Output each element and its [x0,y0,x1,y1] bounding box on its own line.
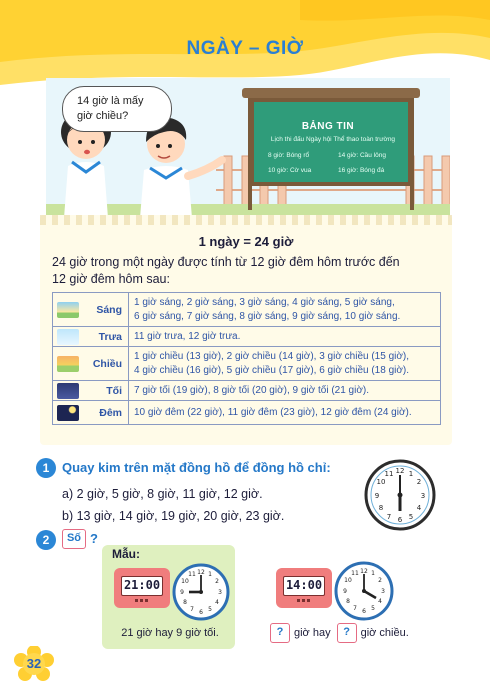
digital-time: 21:00 [121,576,163,596]
exercise-2-number: 2 [36,530,56,550]
period-hours-cell [129,401,441,425]
lesson-title: NGÀY – GIỜ [186,38,304,59]
svg-text:4: 4 [215,599,219,606]
svg-text:8: 8 [378,504,384,512]
svg-text:7: 7 [353,605,357,612]
svg-text:11: 11 [384,470,394,478]
sample-caption: 21 giờ hay 9 giờ tối. [121,627,219,639]
board-subtitle: Lịch thi đấu Ngày hội Thể thao toàn trường [270,136,396,143]
task-analog-clock-icon [334,561,394,621]
board-item: 8 giờ: Bóng rổ [268,152,310,159]
answer-box-afternoon[interactable]: ? [337,623,357,643]
day-hours-formula: 1 ngày = 24 giờ [198,234,294,249]
table-row [53,293,441,327]
svg-text:9: 9 [180,589,184,596]
period-line: 1 giờ chiều (13 giờ), 2 giờ chiều (14 giờ), 3 giờ chiều (15 giờ), [134,350,410,362]
svg-text:6: 6 [362,608,366,615]
period-label-cell [53,381,129,401]
period-label: Đêm [99,406,122,419]
period-line: 4 giờ chiều (16 giờ), 5 giờ chiều (17 giờ), 6 giờ chiều (18 giờ). [134,364,410,376]
period-label: Trưa [98,330,122,343]
intro-line: 12 giờ đêm hôm sau: [52,272,170,286]
board-item: 16 giờ: Bóng đá [338,167,385,174]
intro-line: 24 giờ trong một ngày được tính từ 12 giờ đêm hôm trước đến [52,255,400,269]
table-row [53,381,441,401]
svg-text:9: 9 [343,588,347,595]
period-line: 11 giờ trưa, 12 giờ trưa. [134,330,241,342]
period-hours-cell [129,347,441,381]
period-line: 10 giờ đêm (22 giờ), 11 giờ đêm (23 giờ), 12 giờ đêm (24 giờ). [134,406,412,418]
svg-text:5: 5 [408,513,414,521]
svg-text:12: 12 [395,467,405,475]
period-label-cell [53,293,129,327]
svg-text:7: 7 [386,513,392,521]
board-item: 14 giờ: Cầu lông [338,152,386,159]
task-caption [270,623,409,643]
exercise-1-clock-icon[interactable] [364,459,436,531]
svg-text:6: 6 [397,516,403,524]
svg-text:3: 3 [381,588,385,595]
day-periods-table [52,292,441,425]
period-label-cell [53,347,129,381]
table-row [53,327,441,347]
speech-bubble [62,86,172,132]
task-digital-clock [276,568,332,608]
svg-text:5: 5 [371,605,375,612]
svg-text:10: 10 [376,478,386,486]
svg-text:2: 2 [215,578,219,585]
svg-text:1: 1 [208,571,212,578]
svg-text:8: 8 [346,598,350,605]
svg-text:8: 8 [183,599,187,606]
panel-edge-decoration [40,215,452,225]
noon-sky-icon [57,329,79,345]
exercise-1-part-a: a) 2 giờ, 5 giờ, 8 giờ, 11 giờ, 12 giờ. [62,487,263,501]
clock-buttons-icon [297,599,311,602]
board-title: BẢNG TIN [301,121,355,132]
exercise-1-title: Quay kim trên mặt đồng hồ để đồng hồ chỉ: [62,460,331,475]
task-text-end: giờ chiều. [360,627,409,639]
night-moon-icon [57,405,79,421]
period-label-cell [53,327,129,347]
table-row [53,401,441,425]
svg-text:2: 2 [378,577,382,584]
svg-text:1: 1 [408,470,414,478]
svg-text:4: 4 [416,504,422,512]
exercise-1-number: 1 [36,458,56,478]
exercise-1-part-b: b) 13 giờ, 14 giờ, 19 giờ, 20 giờ, 23 giờ. [62,509,285,523]
svg-text:12: 12 [197,569,205,576]
period-line: 6 giờ sáng, 7 giờ sáng, 8 giờ sáng, 9 giờ sáng, 10 giờ sáng. [134,310,401,322]
task-text-mid: giờ hay [294,627,331,639]
svg-text:7: 7 [190,606,194,613]
sample-digital-clock [114,568,170,608]
svg-text:11: 11 [351,570,359,577]
sample-label: Mẫu: [112,547,140,561]
svg-text:10: 10 [344,577,352,584]
period-line: 7 giờ tối (19 giờ), 8 giờ tối (20 giờ), 9 giờ tối (21 giờ). [134,384,369,396]
svg-text:2: 2 [416,478,422,486]
clock-buttons-icon [135,599,149,602]
evening-city-icon [57,383,79,399]
svg-text:4: 4 [378,598,382,605]
svg-text:3: 3 [420,492,426,500]
svg-text:1: 1 [371,570,375,577]
period-line: 1 giờ sáng, 2 giờ sáng, 3 giờ sáng, 4 giờ sáng, 5 giờ sáng, [134,296,395,308]
svg-text:6: 6 [199,609,203,616]
speech-line-2: giờ chiều? [77,110,129,122]
board-item: 10 giờ: Cờ vua [268,167,312,174]
morning-sun-icon [57,302,79,318]
svg-text:10: 10 [181,578,189,585]
period-label-cell [53,401,129,425]
exercise-2-question-mark: ? [90,531,98,546]
digital-time: 14:00 [283,576,325,596]
table-row [53,347,441,381]
afternoon-sunset-icon [57,356,79,372]
period-label: Tối [106,384,122,397]
svg-text:12: 12 [360,568,368,575]
answer-box-hours[interactable]: ? [270,623,290,643]
page-number: 32 [26,656,42,671]
period-hours-cell [129,293,441,327]
period-label: Chiều [92,357,122,370]
so-label-box: Số [62,529,86,549]
svg-text:9: 9 [374,492,380,500]
svg-text:5: 5 [208,606,212,613]
sample-analog-clock-icon [172,563,230,621]
svg-text:3: 3 [218,589,222,596]
period-hours-cell [129,381,441,401]
svg-text:11: 11 [188,571,196,578]
period-hours-cell [129,327,441,347]
period-label: Sáng [96,303,122,316]
speech-line-1: 14 giờ là mấy [77,95,144,107]
intro-text [52,254,442,288]
